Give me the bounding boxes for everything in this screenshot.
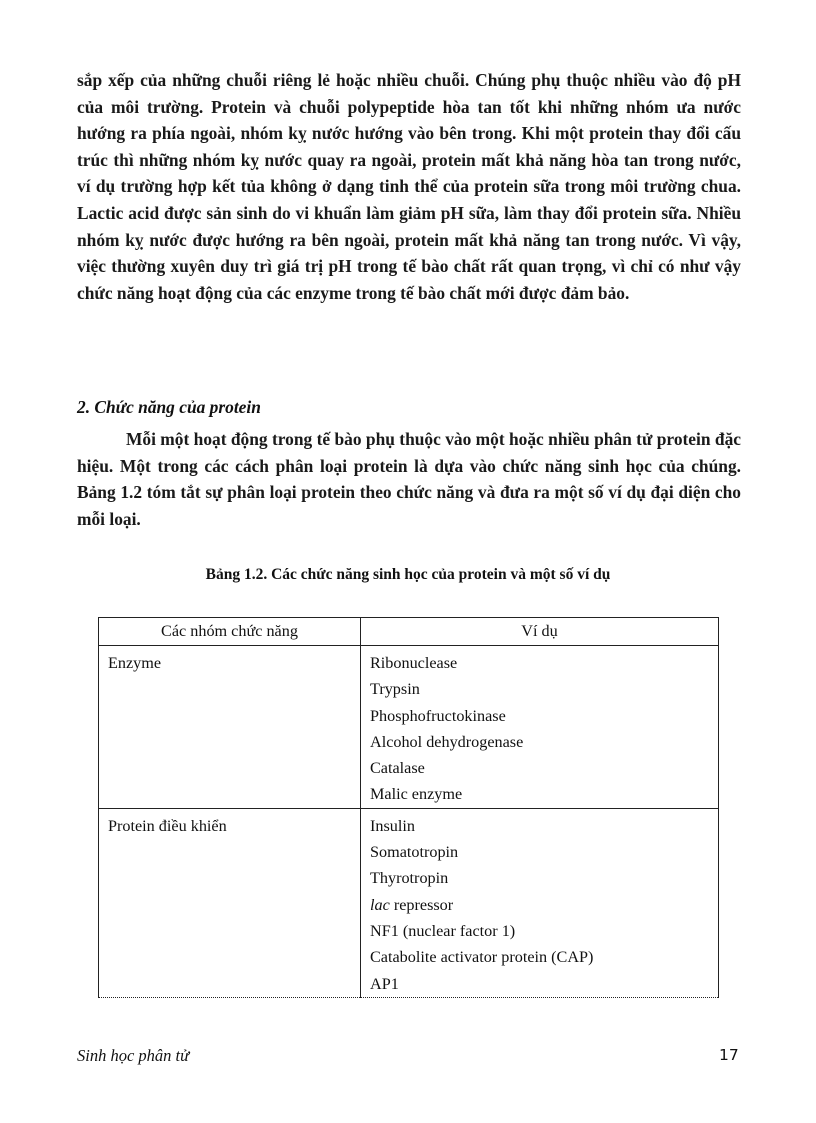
example-item: AP1 — [370, 974, 399, 993]
table-caption: Bảng 1.2. Các chức năng sinh học của protein và một số ví dụ — [205, 566, 611, 583]
body-paragraph-1: sắp xếp của những chuỗi riêng lẻ hoặc nhiều chuỗi. Chúng phụ thuộc nhiều vào độ pH của môi trường. Protein và chuỗi polypeptide hòa tan tốt khi những nhóm ưa nước hướng ra phía ngoài, nhóm kỵ nước hướng vào bên trong. Khi một protein thay đổi cấu trúc thì những nhóm kỵ nước quay ra ngoài, protein mất khả năng hòa tan trong nước, ví dụ trường hợp kết tủa không ở dạng tinh thể của protein sữa trong môi trường chua. Lactic acid được sản sinh do vi khuẩn làm giảm pH sữa, làm thay đổi protein sữa. Nhiều nhóm kỵ nước được hướng ra bên ngoài, protein mất khả năng tan trong nước. Vì vậy, việc thường xuyên duy trì giá trị pH trong tế bào chất rất quan trọng, vì chỉ có như vậy chức năng hoạt động của các enzyme trong tế bào chất mới được đảm bảo. — [77, 70, 741, 303]
group-label: Protein điều khiển — [108, 816, 227, 835]
example-item: Catabolite activator protein (CAP) — [370, 948, 594, 967]
page-number: 17 — [719, 1046, 739, 1064]
table-header-row — [99, 618, 719, 646]
body-paragraph-2: Mỗi một hoạt động trong tế bào phụ thuộc vào một hoặc nhiều phân tử protein đặc hiệu. Một trong các cách phân loại protein là dựa vào chức năng sinh học của chúng. Bảng 1.2 tóm tắt sự phân loại protein theo chức năng và đưa ra một số ví dụ đại diện cho mỗi loại. — [77, 429, 741, 529]
example-item: Catalase — [370, 759, 425, 778]
table-row — [99, 646, 719, 809]
column-header-examples: Ví dụ — [361, 618, 719, 646]
example-item: Ribonuclease — [370, 654, 458, 672]
column-header-group: Các nhóm chức năng — [99, 618, 361, 646]
group-cell — [99, 808, 361, 997]
example-item: lac repressor — [370, 895, 454, 914]
group-cell — [99, 646, 361, 809]
example-item: NF1 (nuclear factor 1) — [370, 921, 516, 940]
example-item: Malic enzyme — [370, 785, 463, 804]
protein-function-table — [98, 617, 719, 998]
example-item: Thyrotropin — [370, 869, 449, 888]
example-item: Alcohol dehydrogenase — [370, 732, 524, 751]
examples-cell — [361, 808, 719, 997]
group-label: Enzyme — [108, 654, 162, 672]
section-heading: 2. Chức năng của protein — [77, 397, 261, 417]
footer-book-title: Sinh học phân tử — [77, 1046, 190, 1065]
examples-cell — [361, 646, 719, 809]
example-item: Somatotropin — [370, 843, 459, 862]
example-item: Insulin — [370, 816, 415, 835]
example-item: Phosphofructokinase — [370, 706, 506, 725]
table-row — [99, 808, 719, 997]
example-item: Trypsin — [370, 680, 420, 699]
